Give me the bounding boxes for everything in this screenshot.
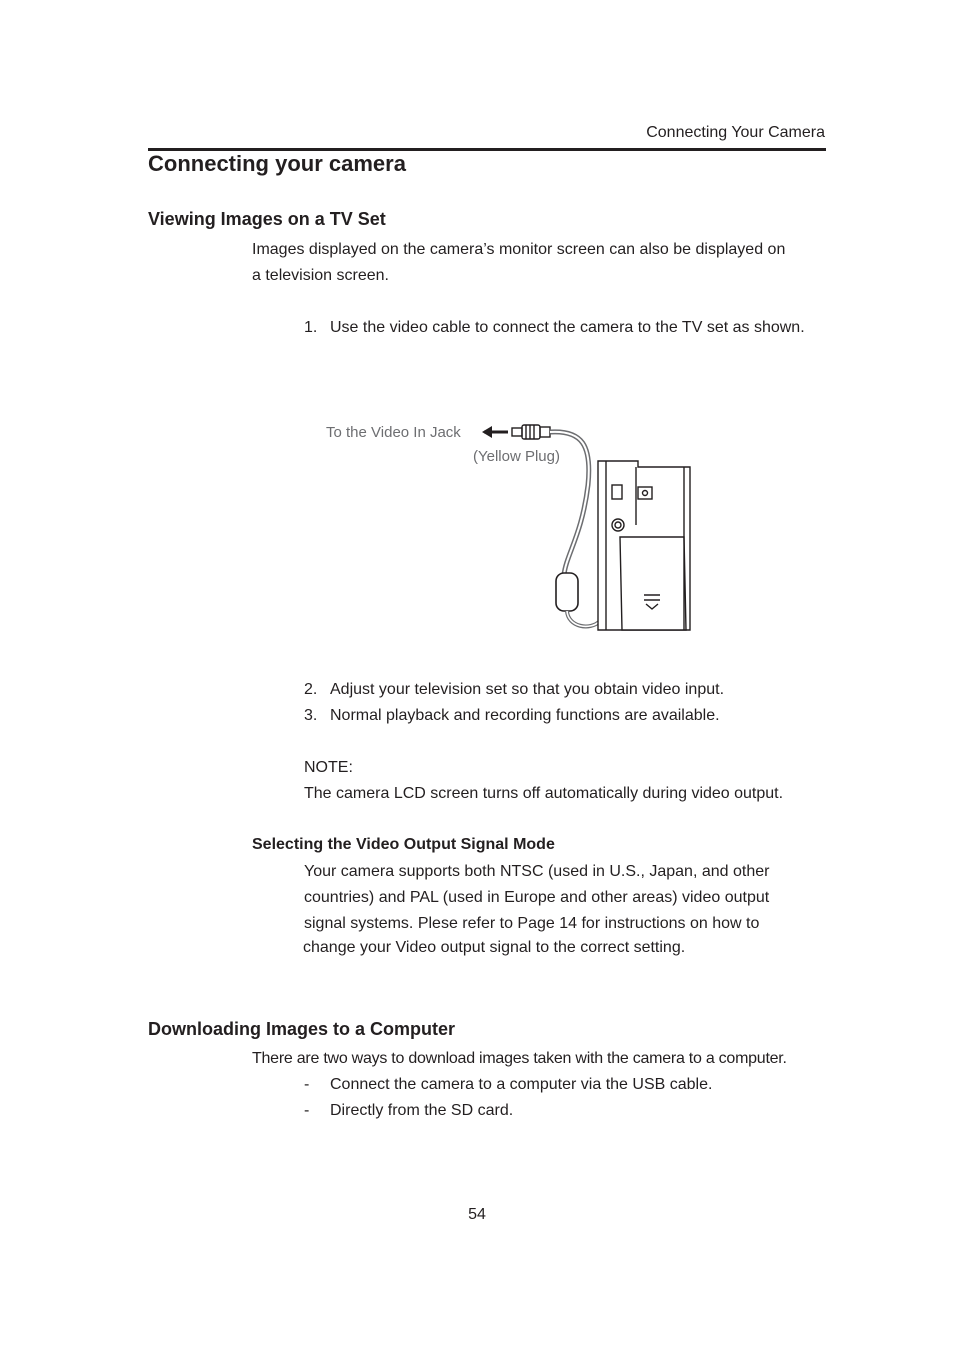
ferrite-core (556, 573, 578, 611)
signal-line-3: signal systems. Plese refer to Page 14 for instructions on how to (304, 915, 760, 932)
signal-line-4: change your Video output signal to the correct setting. (303, 939, 686, 956)
list-bullet: - (304, 1102, 310, 1119)
intro-line-1: Images displayed on the camera’s monitor screen can also be displayed on (252, 241, 786, 258)
section-heading-download: Downloading Images to a Computer (148, 1019, 456, 1039)
signal-line-2: countries) and PAL (used in Europe and other areas) video output (304, 889, 770, 906)
list-item-text: Directly from the SD card. (330, 1102, 514, 1119)
list-bullet: - (304, 1076, 310, 1093)
section-heading-tv: Viewing Images on a TV Set (148, 209, 386, 229)
page-number: 54 (468, 1206, 486, 1223)
yellow-plug-icon (512, 425, 550, 439)
page-title: Connecting your camera (148, 151, 406, 176)
figure-label-plug: (Yellow Plug) (473, 448, 560, 465)
figure-label-jack: To the Video In Jack (326, 424, 461, 441)
step-text: Use the video cable to connect the camera to the TV set as shown. (330, 319, 805, 336)
intro-line-2: a television screen. (252, 267, 389, 284)
video-cable-figure (320, 395, 700, 640)
step-number: 1. (304, 319, 318, 336)
step-text: Adjust your television set so that you obtain video input. (330, 681, 725, 698)
note-label: NOTE: (304, 759, 353, 776)
step-text: Normal playback and recording functions are available. (330, 707, 720, 724)
step-number: 3. (304, 707, 318, 724)
step-number: 2. (304, 681, 318, 698)
left-arrow-icon (482, 426, 508, 438)
download-intro: There are two ways to download images taken with the camera to a computer. (252, 1050, 787, 1067)
note-text: The camera LCD screen turns off automatically during video output. (304, 785, 784, 802)
list-item-text: Connect the camera to a computer via the USB cable. (330, 1076, 713, 1093)
subsection-heading-signal-mode: Selecting the Video Output Signal Mode (252, 836, 555, 853)
camera-body (598, 461, 690, 630)
signal-line-1: Your camera supports both NTSC (used in U.S., Japan, and other (304, 863, 770, 880)
running-header: Connecting Your Camera (646, 124, 825, 141)
